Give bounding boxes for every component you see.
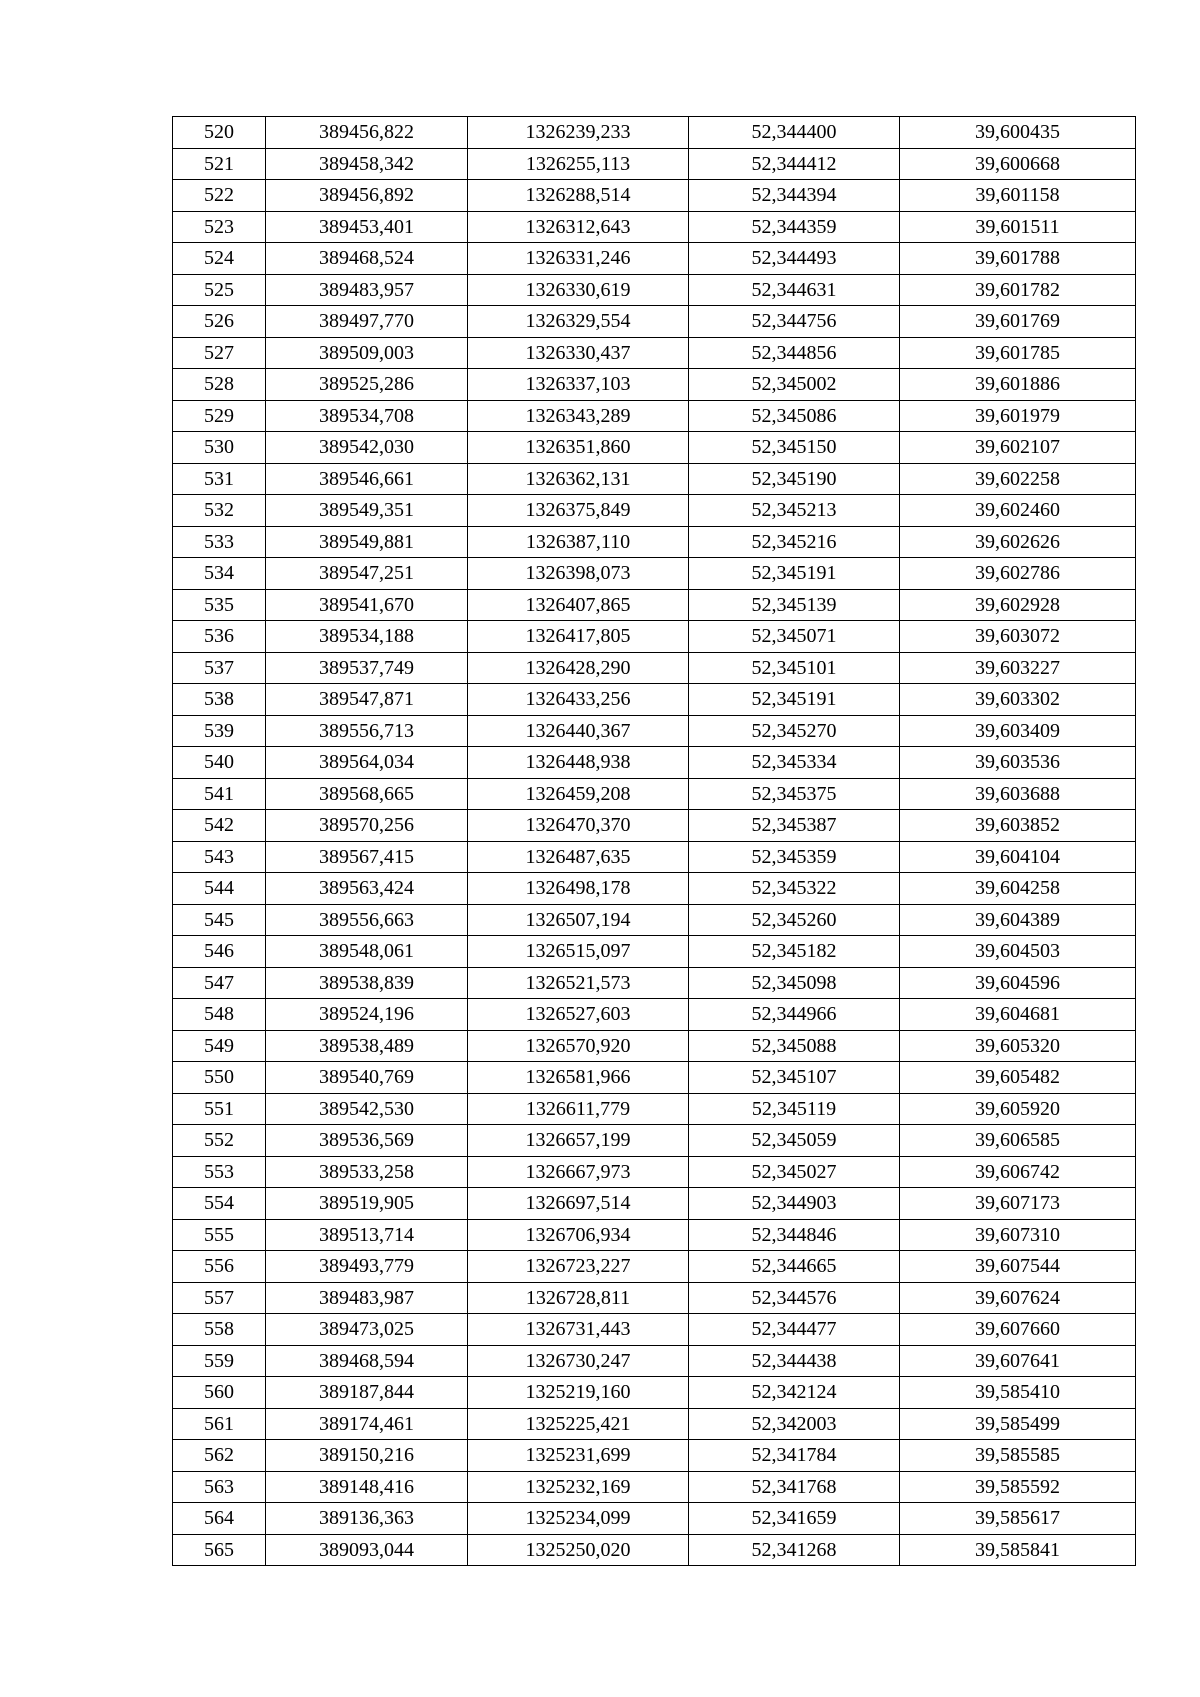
table-row xyxy=(173,306,1136,338)
latitude-cell: 52,344631 xyxy=(689,274,900,306)
table-row xyxy=(173,1188,1136,1220)
longitude-cell: 39,602626 xyxy=(900,526,1136,558)
latitude-cell: 52,341768 xyxy=(689,1471,900,1503)
longitude-cell: 39,604681 xyxy=(900,999,1136,1031)
x-coordinate-cell: 389150,216 xyxy=(266,1440,468,1472)
longitude-cell: 39,585499 xyxy=(900,1408,1136,1440)
point-number-cell: 534 xyxy=(173,558,266,590)
x-coordinate-cell: 389534,708 xyxy=(266,400,468,432)
table-row xyxy=(173,841,1136,873)
y-coordinate-cell: 1326330,437 xyxy=(468,337,689,369)
table-row xyxy=(173,337,1136,369)
y-coordinate-cell: 1326448,938 xyxy=(468,747,689,779)
y-coordinate-cell: 1325232,169 xyxy=(468,1471,689,1503)
latitude-cell: 52,344394 xyxy=(689,180,900,212)
table-row xyxy=(173,1345,1136,1377)
point-number-cell: 544 xyxy=(173,873,266,905)
latitude-cell: 52,345191 xyxy=(689,684,900,716)
x-coordinate-cell: 389537,749 xyxy=(266,652,468,684)
point-number-cell: 555 xyxy=(173,1219,266,1251)
longitude-cell: 39,604596 xyxy=(900,967,1136,999)
table-row xyxy=(173,1125,1136,1157)
y-coordinate-cell: 1326331,246 xyxy=(468,243,689,275)
y-coordinate-cell: 1325231,699 xyxy=(468,1440,689,1472)
table-row xyxy=(173,967,1136,999)
point-number-cell: 546 xyxy=(173,936,266,968)
x-coordinate-cell: 389556,663 xyxy=(266,904,468,936)
point-number-cell: 526 xyxy=(173,306,266,338)
table-row xyxy=(173,369,1136,401)
point-number-cell: 548 xyxy=(173,999,266,1031)
latitude-cell: 52,345086 xyxy=(689,400,900,432)
point-number-cell: 559 xyxy=(173,1345,266,1377)
longitude-cell: 39,607173 xyxy=(900,1188,1136,1220)
y-coordinate-cell: 1326433,256 xyxy=(468,684,689,716)
x-coordinate-cell: 389453,401 xyxy=(266,211,468,243)
point-number-cell: 556 xyxy=(173,1251,266,1283)
point-number-cell: 522 xyxy=(173,180,266,212)
table-row xyxy=(173,999,1136,1031)
x-coordinate-cell: 389483,957 xyxy=(266,274,468,306)
longitude-cell: 39,602460 xyxy=(900,495,1136,527)
y-coordinate-cell: 1326329,554 xyxy=(468,306,689,338)
x-coordinate-cell: 389570,256 xyxy=(266,810,468,842)
x-coordinate-cell: 389567,415 xyxy=(266,841,468,873)
x-coordinate-cell: 389541,670 xyxy=(266,589,468,621)
longitude-cell: 39,602928 xyxy=(900,589,1136,621)
x-coordinate-cell: 389497,770 xyxy=(266,306,468,338)
latitude-cell: 52,345101 xyxy=(689,652,900,684)
coordinates-table-body xyxy=(173,117,1136,1566)
point-number-cell: 543 xyxy=(173,841,266,873)
point-number-cell: 538 xyxy=(173,684,266,716)
x-coordinate-cell: 389568,665 xyxy=(266,778,468,810)
point-number-cell: 565 xyxy=(173,1534,266,1566)
latitude-cell: 52,344438 xyxy=(689,1345,900,1377)
y-coordinate-cell: 1326387,110 xyxy=(468,526,689,558)
y-coordinate-cell: 1326515,097 xyxy=(468,936,689,968)
y-coordinate-cell: 1326470,370 xyxy=(468,810,689,842)
point-number-cell: 524 xyxy=(173,243,266,275)
table-row xyxy=(173,558,1136,590)
point-number-cell: 539 xyxy=(173,715,266,747)
table-row xyxy=(173,1314,1136,1346)
latitude-cell: 52,345191 xyxy=(689,558,900,590)
table-row xyxy=(173,1408,1136,1440)
table-row xyxy=(173,1440,1136,1472)
y-coordinate-cell: 1326611,779 xyxy=(468,1093,689,1125)
point-number-cell: 563 xyxy=(173,1471,266,1503)
latitude-cell: 52,345182 xyxy=(689,936,900,968)
longitude-cell: 39,605920 xyxy=(900,1093,1136,1125)
point-number-cell: 531 xyxy=(173,463,266,495)
latitude-cell: 52,341784 xyxy=(689,1440,900,1472)
point-number-cell: 554 xyxy=(173,1188,266,1220)
longitude-cell: 39,600435 xyxy=(900,117,1136,149)
point-number-cell: 561 xyxy=(173,1408,266,1440)
point-number-cell: 540 xyxy=(173,747,266,779)
x-coordinate-cell: 389456,822 xyxy=(266,117,468,149)
y-coordinate-cell: 1326417,805 xyxy=(468,621,689,653)
table-row xyxy=(173,1471,1136,1503)
latitude-cell: 52,344400 xyxy=(689,117,900,149)
longitude-cell: 39,607641 xyxy=(900,1345,1136,1377)
y-coordinate-cell: 1326570,920 xyxy=(468,1030,689,1062)
y-coordinate-cell: 1326398,073 xyxy=(468,558,689,590)
point-number-cell: 532 xyxy=(173,495,266,527)
table-row xyxy=(173,1156,1136,1188)
x-coordinate-cell: 389542,530 xyxy=(266,1093,468,1125)
table-row xyxy=(173,1377,1136,1409)
y-coordinate-cell: 1326239,233 xyxy=(468,117,689,149)
y-coordinate-cell: 1326657,199 xyxy=(468,1125,689,1157)
y-coordinate-cell: 1326428,290 xyxy=(468,652,689,684)
latitude-cell: 52,345270 xyxy=(689,715,900,747)
latitude-cell: 52,345027 xyxy=(689,1156,900,1188)
latitude-cell: 52,345322 xyxy=(689,873,900,905)
point-number-cell: 542 xyxy=(173,810,266,842)
longitude-cell: 39,607310 xyxy=(900,1219,1136,1251)
table-row xyxy=(173,148,1136,180)
point-number-cell: 521 xyxy=(173,148,266,180)
x-coordinate-cell: 389456,892 xyxy=(266,180,468,212)
point-number-cell: 552 xyxy=(173,1125,266,1157)
longitude-cell: 39,607544 xyxy=(900,1251,1136,1283)
point-number-cell: 535 xyxy=(173,589,266,621)
point-number-cell: 547 xyxy=(173,967,266,999)
y-coordinate-cell: 1326459,208 xyxy=(468,778,689,810)
point-number-cell: 533 xyxy=(173,526,266,558)
longitude-cell: 39,604104 xyxy=(900,841,1136,873)
table-row xyxy=(173,873,1136,905)
latitude-cell: 52,345088 xyxy=(689,1030,900,1062)
x-coordinate-cell: 389519,905 xyxy=(266,1188,468,1220)
longitude-cell: 39,601158 xyxy=(900,180,1136,212)
x-coordinate-cell: 389468,594 xyxy=(266,1345,468,1377)
longitude-cell: 39,601979 xyxy=(900,400,1136,432)
point-number-cell: 520 xyxy=(173,117,266,149)
longitude-cell: 39,603072 xyxy=(900,621,1136,653)
x-coordinate-cell: 389533,258 xyxy=(266,1156,468,1188)
latitude-cell: 52,342003 xyxy=(689,1408,900,1440)
y-coordinate-cell: 1326706,934 xyxy=(468,1219,689,1251)
longitude-cell: 39,602107 xyxy=(900,432,1136,464)
table-row xyxy=(173,180,1136,212)
longitude-cell: 39,604258 xyxy=(900,873,1136,905)
y-coordinate-cell: 1326527,603 xyxy=(468,999,689,1031)
y-coordinate-cell: 1325219,160 xyxy=(468,1377,689,1409)
latitude-cell: 52,345260 xyxy=(689,904,900,936)
y-coordinate-cell: 1326728,811 xyxy=(468,1282,689,1314)
latitude-cell: 52,344576 xyxy=(689,1282,900,1314)
longitude-cell: 39,603852 xyxy=(900,810,1136,842)
table-row xyxy=(173,117,1136,149)
table-row xyxy=(173,243,1136,275)
point-number-cell: 553 xyxy=(173,1156,266,1188)
y-coordinate-cell: 1326312,643 xyxy=(468,211,689,243)
latitude-cell: 52,344903 xyxy=(689,1188,900,1220)
y-coordinate-cell: 1326440,367 xyxy=(468,715,689,747)
longitude-cell: 39,585617 xyxy=(900,1503,1136,1535)
x-coordinate-cell: 389536,569 xyxy=(266,1125,468,1157)
latitude-cell: 52,344846 xyxy=(689,1219,900,1251)
table-row xyxy=(173,400,1136,432)
x-coordinate-cell: 389509,003 xyxy=(266,337,468,369)
x-coordinate-cell: 389556,713 xyxy=(266,715,468,747)
y-coordinate-cell: 1326667,973 xyxy=(468,1156,689,1188)
table-row xyxy=(173,1251,1136,1283)
latitude-cell: 52,344665 xyxy=(689,1251,900,1283)
x-coordinate-cell: 389458,342 xyxy=(266,148,468,180)
point-number-cell: 527 xyxy=(173,337,266,369)
y-coordinate-cell: 1326375,849 xyxy=(468,495,689,527)
longitude-cell: 39,600668 xyxy=(900,148,1136,180)
y-coordinate-cell: 1326521,573 xyxy=(468,967,689,999)
longitude-cell: 39,607624 xyxy=(900,1282,1136,1314)
x-coordinate-cell: 389547,871 xyxy=(266,684,468,716)
longitude-cell: 39,601886 xyxy=(900,369,1136,401)
latitude-cell: 52,344412 xyxy=(689,148,900,180)
longitude-cell: 39,601769 xyxy=(900,306,1136,338)
x-coordinate-cell: 389524,196 xyxy=(266,999,468,1031)
x-coordinate-cell: 389187,844 xyxy=(266,1377,468,1409)
latitude-cell: 52,344756 xyxy=(689,306,900,338)
y-coordinate-cell: 1326362,131 xyxy=(468,463,689,495)
longitude-cell: 39,605320 xyxy=(900,1030,1136,1062)
point-number-cell: 530 xyxy=(173,432,266,464)
table-row xyxy=(173,1062,1136,1094)
x-coordinate-cell: 389563,424 xyxy=(266,873,468,905)
latitude-cell: 52,344856 xyxy=(689,337,900,369)
point-number-cell: 529 xyxy=(173,400,266,432)
y-coordinate-cell: 1326487,635 xyxy=(468,841,689,873)
y-coordinate-cell: 1325234,099 xyxy=(468,1503,689,1535)
point-number-cell: 523 xyxy=(173,211,266,243)
latitude-cell: 52,341268 xyxy=(689,1534,900,1566)
x-coordinate-cell: 389174,461 xyxy=(266,1408,468,1440)
longitude-cell: 39,601785 xyxy=(900,337,1136,369)
table-row xyxy=(173,936,1136,968)
x-coordinate-cell: 389548,061 xyxy=(266,936,468,968)
y-coordinate-cell: 1326337,103 xyxy=(468,369,689,401)
longitude-cell: 39,605482 xyxy=(900,1062,1136,1094)
table-row xyxy=(173,715,1136,747)
longitude-cell: 39,585592 xyxy=(900,1471,1136,1503)
table-row xyxy=(173,684,1136,716)
point-number-cell: 525 xyxy=(173,274,266,306)
y-coordinate-cell: 1326498,178 xyxy=(468,873,689,905)
longitude-cell: 39,601788 xyxy=(900,243,1136,275)
longitude-cell: 39,603536 xyxy=(900,747,1136,779)
table-row xyxy=(173,1093,1136,1125)
y-coordinate-cell: 1326730,247 xyxy=(468,1345,689,1377)
table-row xyxy=(173,1534,1136,1566)
point-number-cell: 562 xyxy=(173,1440,266,1472)
x-coordinate-cell: 389540,769 xyxy=(266,1062,468,1094)
y-coordinate-cell: 1326697,514 xyxy=(468,1188,689,1220)
latitude-cell: 52,345139 xyxy=(689,589,900,621)
longitude-cell: 39,602258 xyxy=(900,463,1136,495)
x-coordinate-cell: 389468,524 xyxy=(266,243,468,275)
y-coordinate-cell: 1326407,865 xyxy=(468,589,689,621)
coordinates-table xyxy=(172,116,1136,1566)
point-number-cell: 541 xyxy=(173,778,266,810)
latitude-cell: 52,344359 xyxy=(689,211,900,243)
point-number-cell: 558 xyxy=(173,1314,266,1346)
latitude-cell: 52,345150 xyxy=(689,432,900,464)
longitude-cell: 39,601511 xyxy=(900,211,1136,243)
table-row xyxy=(173,463,1136,495)
x-coordinate-cell: 389148,416 xyxy=(266,1471,468,1503)
point-number-cell: 564 xyxy=(173,1503,266,1535)
point-number-cell: 537 xyxy=(173,652,266,684)
latitude-cell: 52,345190 xyxy=(689,463,900,495)
y-coordinate-cell: 1326330,619 xyxy=(468,274,689,306)
table-row xyxy=(173,495,1136,527)
x-coordinate-cell: 389549,351 xyxy=(266,495,468,527)
longitude-cell: 39,604503 xyxy=(900,936,1136,968)
table-row xyxy=(173,778,1136,810)
longitude-cell: 39,607660 xyxy=(900,1314,1136,1346)
longitude-cell: 39,585841 xyxy=(900,1534,1136,1566)
x-coordinate-cell: 389513,714 xyxy=(266,1219,468,1251)
y-coordinate-cell: 1326507,194 xyxy=(468,904,689,936)
table-row xyxy=(173,1282,1136,1314)
y-coordinate-cell: 1326343,289 xyxy=(468,400,689,432)
latitude-cell: 52,345059 xyxy=(689,1125,900,1157)
table-row xyxy=(173,747,1136,779)
longitude-cell: 39,606585 xyxy=(900,1125,1136,1157)
x-coordinate-cell: 389493,779 xyxy=(266,1251,468,1283)
longitude-cell: 39,585410 xyxy=(900,1377,1136,1409)
table-row xyxy=(173,1030,1136,1062)
table-row xyxy=(173,810,1136,842)
latitude-cell: 52,345098 xyxy=(689,967,900,999)
y-coordinate-cell: 1326288,514 xyxy=(468,180,689,212)
table-row xyxy=(173,621,1136,653)
point-number-cell: 549 xyxy=(173,1030,266,1062)
latitude-cell: 52,344966 xyxy=(689,999,900,1031)
x-coordinate-cell: 389549,881 xyxy=(266,526,468,558)
latitude-cell: 52,345071 xyxy=(689,621,900,653)
longitude-cell: 39,602786 xyxy=(900,558,1136,590)
table-row xyxy=(173,1219,1136,1251)
longitude-cell: 39,606742 xyxy=(900,1156,1136,1188)
longitude-cell: 39,603688 xyxy=(900,778,1136,810)
x-coordinate-cell: 389534,188 xyxy=(266,621,468,653)
point-number-cell: 550 xyxy=(173,1062,266,1094)
x-coordinate-cell: 389093,044 xyxy=(266,1534,468,1566)
latitude-cell: 52,345107 xyxy=(689,1062,900,1094)
table-row xyxy=(173,1503,1136,1535)
y-coordinate-cell: 1326351,860 xyxy=(468,432,689,464)
longitude-cell: 39,585585 xyxy=(900,1440,1136,1472)
x-coordinate-cell: 389538,839 xyxy=(266,967,468,999)
x-coordinate-cell: 389547,251 xyxy=(266,558,468,590)
point-number-cell: 528 xyxy=(173,369,266,401)
longitude-cell: 39,601782 xyxy=(900,274,1136,306)
point-number-cell: 551 xyxy=(173,1093,266,1125)
latitude-cell: 52,345387 xyxy=(689,810,900,842)
point-number-cell: 545 xyxy=(173,904,266,936)
longitude-cell: 39,604389 xyxy=(900,904,1136,936)
y-coordinate-cell: 1326255,113 xyxy=(468,148,689,180)
x-coordinate-cell: 389473,025 xyxy=(266,1314,468,1346)
latitude-cell: 52,345002 xyxy=(689,369,900,401)
latitude-cell: 52,345359 xyxy=(689,841,900,873)
latitude-cell: 52,345213 xyxy=(689,495,900,527)
table-row xyxy=(173,589,1136,621)
longitude-cell: 39,603227 xyxy=(900,652,1136,684)
longitude-cell: 39,603302 xyxy=(900,684,1136,716)
latitude-cell: 52,345334 xyxy=(689,747,900,779)
latitude-cell: 52,344493 xyxy=(689,243,900,275)
point-number-cell: 557 xyxy=(173,1282,266,1314)
x-coordinate-cell: 389546,661 xyxy=(266,463,468,495)
point-number-cell: 536 xyxy=(173,621,266,653)
y-coordinate-cell: 1325225,421 xyxy=(468,1408,689,1440)
table-row xyxy=(173,652,1136,684)
table-row xyxy=(173,904,1136,936)
latitude-cell: 52,342124 xyxy=(689,1377,900,1409)
y-coordinate-cell: 1326731,443 xyxy=(468,1314,689,1346)
latitude-cell: 52,345119 xyxy=(689,1093,900,1125)
table-row xyxy=(173,432,1136,464)
y-coordinate-cell: 1326723,227 xyxy=(468,1251,689,1283)
latitude-cell: 52,344477 xyxy=(689,1314,900,1346)
y-coordinate-cell: 1326581,966 xyxy=(468,1062,689,1094)
latitude-cell: 52,341659 xyxy=(689,1503,900,1535)
x-coordinate-cell: 389564,034 xyxy=(266,747,468,779)
latitude-cell: 52,345375 xyxy=(689,778,900,810)
x-coordinate-cell: 389542,030 xyxy=(266,432,468,464)
x-coordinate-cell: 389136,363 xyxy=(266,1503,468,1535)
table-row xyxy=(173,274,1136,306)
point-number-cell: 560 xyxy=(173,1377,266,1409)
table-row xyxy=(173,211,1136,243)
longitude-cell: 39,603409 xyxy=(900,715,1136,747)
x-coordinate-cell: 389525,286 xyxy=(266,369,468,401)
x-coordinate-cell: 389483,987 xyxy=(266,1282,468,1314)
x-coordinate-cell: 389538,489 xyxy=(266,1030,468,1062)
table-row xyxy=(173,526,1136,558)
latitude-cell: 52,345216 xyxy=(689,526,900,558)
y-coordinate-cell: 1325250,020 xyxy=(468,1534,689,1566)
